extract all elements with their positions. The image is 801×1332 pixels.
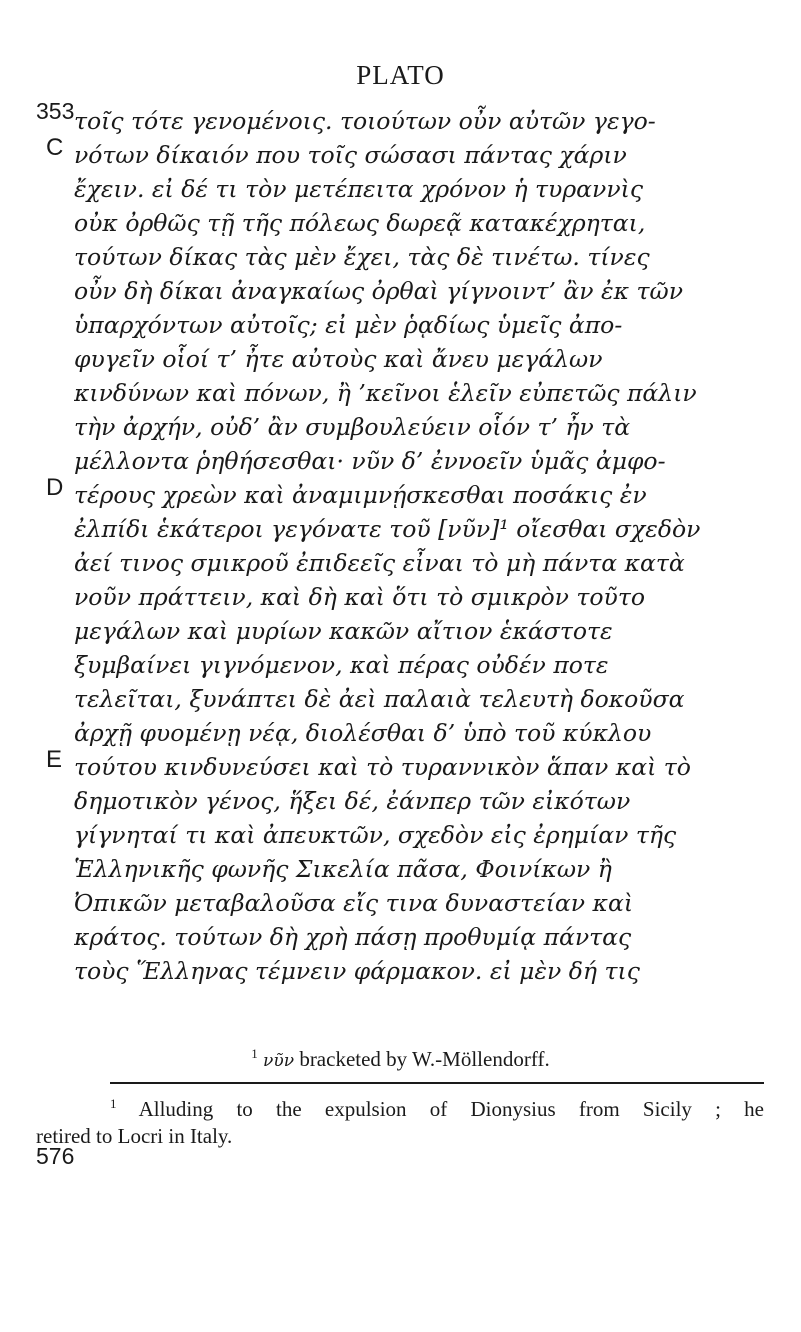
text-line: οὐκ ὀρθῶς τῇ τῆς πόλεως δωρεᾷ κατακέχρηται, <box>74 209 646 237</box>
apparatus-text: bracketed by W.-Möllendorff. <box>299 1047 550 1071</box>
apparatus-greek-word: νῦν <box>263 1051 295 1071</box>
stephanus-page-number: 353 <box>36 98 75 124</box>
text-line: νοῦν πράττειν, καὶ δὴ καὶ ὅτι τὸ σμικρὸν τοῦτο <box>74 583 645 611</box>
footnote <box>36 1090 764 1150</box>
text-line: ἔχειν. εἰ δέ τι τὸν μετέπειτα χρόνον ἡ τυραννὶς <box>74 175 643 203</box>
text-line: Ἑλληνικῆς φωνῆς Σικελία πᾶσα, Φοινίκων ἢ <box>74 855 612 883</box>
text-line: οὖν δὴ δίκαι ἀναγκαίως ὀρθαὶ γίγνοιντ’ ἂν ἐκ τῶν <box>74 277 683 305</box>
text-line: Ὀπικῶν μεταβαλοῦσα εἴς τινα δυναστείαν καὶ <box>74 889 634 917</box>
margin-section-letter-d: D <box>46 474 64 501</box>
text-line: νότων δίκαιόν που τοῖς σώσασι πάντας χάριν <box>74 141 627 169</box>
text-line: τοὺς Ἕλληνας τέμνειν φάρμακον. εἰ μὲν δή τις <box>74 957 640 985</box>
footnote-line-1 <box>36 1090 764 1123</box>
text-line: φυγεῖν οἷοί τ’ ἦτε αὐτοὺς καὶ ἄνευ μεγάλων <box>74 345 603 373</box>
text-line: μέλλοντα ῥηθήσεσθαι· νῦν δ’ ἐννοεῖν ὑμᾶς ἀμφο- <box>74 447 666 475</box>
footnote-divider <box>110 1082 764 1084</box>
text-line: τέρους χρεὼν καὶ ἀναμιμνῄσκεσθαι ποσάκις ἐν <box>74 481 647 509</box>
text-line: κράτος. τούτων δὴ χρὴ πάσῃ προθυμίᾳ πάντας <box>74 923 632 951</box>
text-line: ἀρχῇ φυομένῃ νέᾳ, διολέσθαι δ’ ὑπὸ τοῦ κύκλου <box>74 719 652 747</box>
footnote-line-2: retired to Locri in Italy. <box>36 1124 233 1148</box>
margin-section-letter-c: C <box>46 134 64 161</box>
text-line: τελεῖται, ξυνάπτει δὲ ἀεὶ παλαιὰ τελευτὴ δοκοῦσα <box>74 685 685 713</box>
text-line: ξυμβαίνει γιγνόμενον, καὶ πέρας οὐδέν ποτε <box>74 651 609 679</box>
page-number: 576 <box>36 1143 75 1169</box>
apparatus-note <box>0 1046 801 1072</box>
text-line: τούτου κινδυνεύσει καὶ τὸ τυραννικὸν ἅπαν καὶ τὸ <box>74 753 691 781</box>
footnote-text-1: Alluding to the expulsion of Dionysius from Sicily ; he <box>138 1097 764 1121</box>
text-line: ἐλπίδι ἑκάτεροι γεγόνατε τοῦ [νῦν]¹ οἴεσθαι σχεδὸν <box>74 515 701 543</box>
footnote-marker: 1 <box>110 1096 117 1111</box>
text-line: γίγνηταί τι καὶ ἀπευκτῶν, σχεδὸν εἰς ἐρημίαν τῆς <box>74 821 677 849</box>
apparatus-marker: 1 <box>251 1046 258 1061</box>
text-line: ὑπαρχόντων αὐτοῖς; εἰ μὲν ῥᾳδίως ὑμεῖς ἀπο- <box>74 311 623 339</box>
text-line: κινδύνων καὶ πόνων, ἢ ’κεῖνοι ἑλεῖν εὐπετῶς πάλιν <box>74 379 697 407</box>
text-line: μεγάλων καὶ μυρίων κακῶν αἴτιον ἑκάστοτε <box>74 617 613 645</box>
text-line: τοῖς τότε γενομένοις. τοιούτων οὖν αὐτῶν γεγο- <box>74 107 656 135</box>
text-line: δημοτικὸν γένος, ἥξει δέ, ἐάνπερ τῶν εἰκότων <box>74 787 631 815</box>
margin-section-letter-e: E <box>46 746 63 773</box>
running-header-title: PLATO <box>356 60 445 90</box>
text-line: ἀεί τινος σμικροῦ ἐπιδεεῖς εἶναι τὸ μὴ πάντα κατὰ <box>74 549 685 577</box>
text-line: τὴν ἀρχήν, οὐδ’ ἂν συμβουλεύειν οἷόν τ’ ἦν τὰ <box>74 413 631 441</box>
text-line: τούτων δίκας τὰς μὲν ἔχει, τὰς δὲ τινέτω. τίνες <box>74 243 650 271</box>
